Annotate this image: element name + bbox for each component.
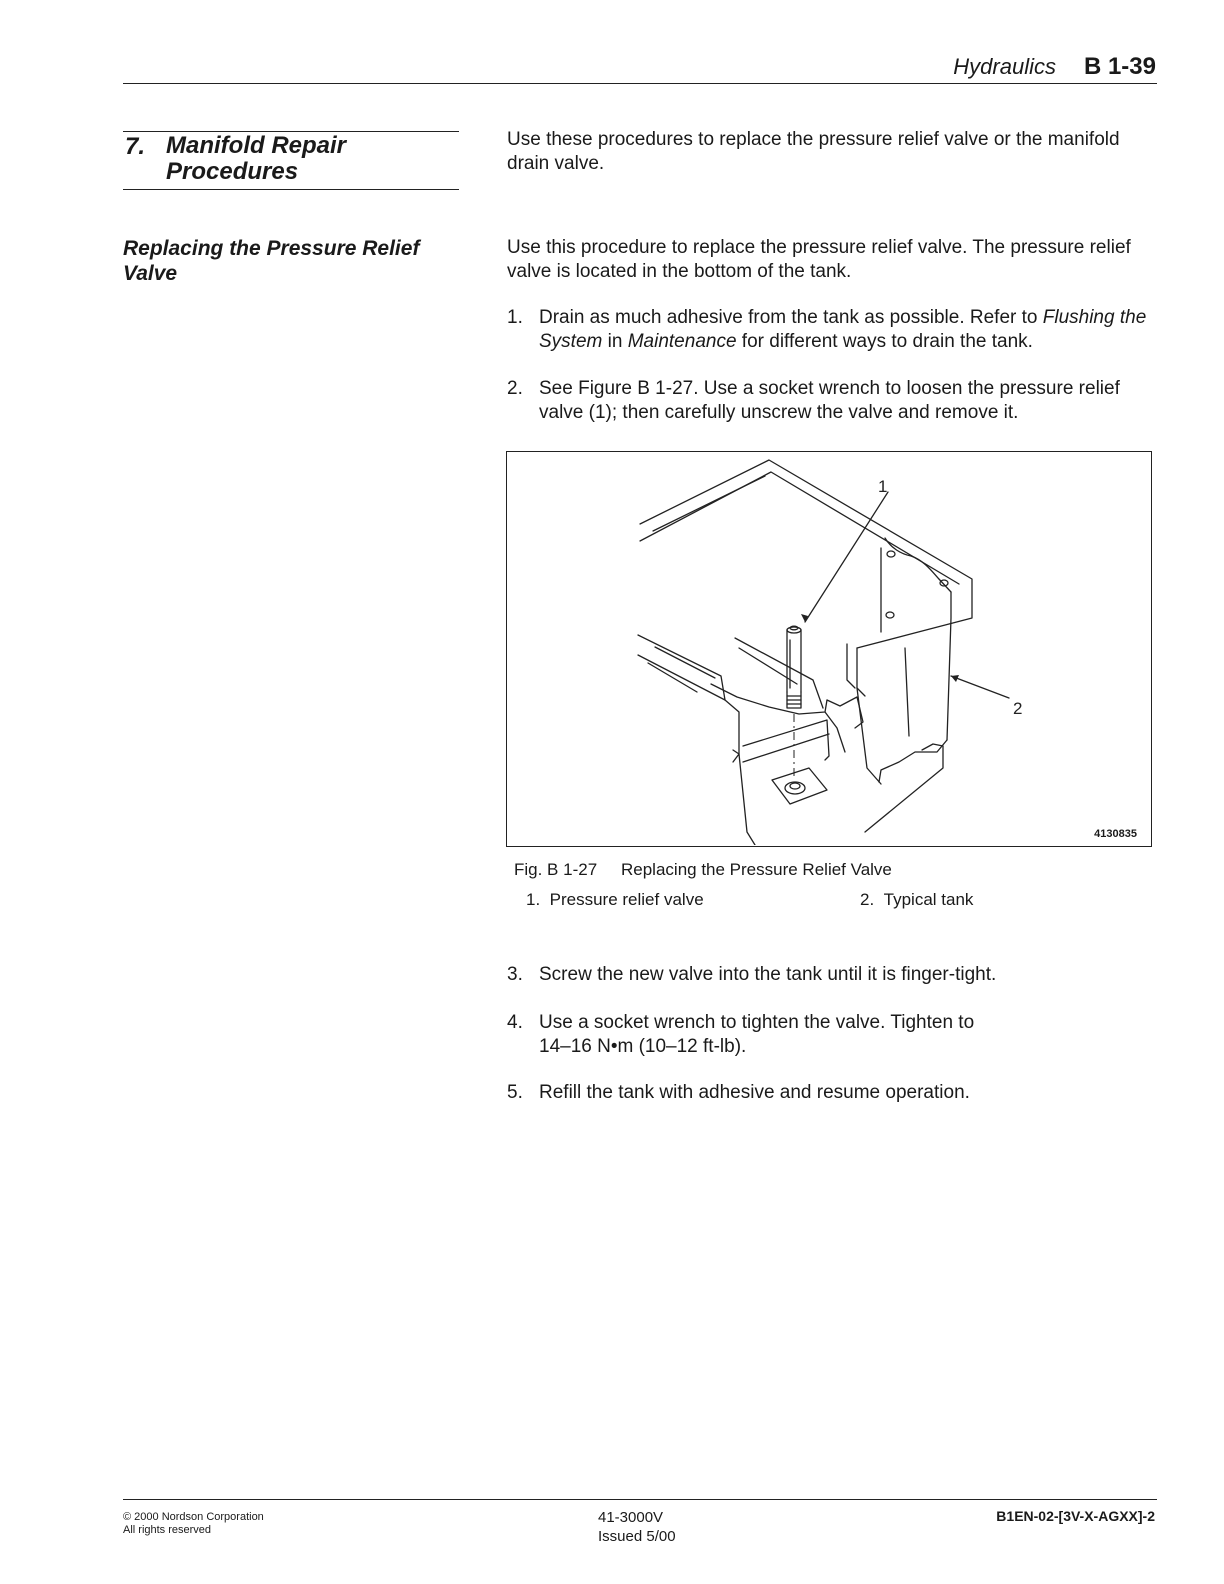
section-number: 7. xyxy=(125,133,146,160)
step-text: Use a socket wrench to tighten the valve. Tighten to 14–16 N•m (10–12 ft-lb). xyxy=(539,1012,975,1057)
step-text: Refill the tank with adhesive and resume operation. xyxy=(539,1082,970,1103)
section-intro: Use these procedures to replace the pressure relief valve or the manifold drain valve. xyxy=(507,129,1120,174)
figure-caption-text: Replacing the Pressure Relief Valve xyxy=(621,860,892,879)
footer-copyright xyxy=(123,1511,264,1537)
callout-1: 1 xyxy=(878,477,888,496)
step-number: 5. xyxy=(507,1082,523,1103)
legend-text: Pressure relief valve xyxy=(549,890,704,909)
step-text: See Figure B 1-27. Use a socket wrench to loosen the pressure relief valve (1); then carefully unscrew the valve and remove it. xyxy=(539,378,1120,423)
figure-caption-label: Fig. B 1-27 xyxy=(514,860,598,879)
step-number: 2. xyxy=(507,378,523,399)
legend-item-1 xyxy=(526,890,704,910)
section-rule-bottom xyxy=(123,189,459,190)
drawing-id: 4130835 xyxy=(1094,828,1137,840)
legend-number: 2. xyxy=(860,890,875,909)
legend-number: 1. xyxy=(526,890,541,909)
legend-item-2 xyxy=(860,890,973,910)
footer-divider xyxy=(123,1499,1157,1500)
reference-flushing: Flushing the System xyxy=(539,307,1147,352)
step-text: Drain as much adhesive from the tank as possible. Refer to Flushing the System in Maintenance for different ways to drain the tank. xyxy=(539,307,1147,352)
subsection-intro: Use this procedure to replace the pressure relief valve. The pressure relief valve is located in the bottom of the tank. xyxy=(507,237,1131,282)
footer-manual xyxy=(598,1508,676,1546)
step-number: 4. xyxy=(507,1012,523,1033)
figure-caption xyxy=(514,860,892,880)
page-number: B 1-39 xyxy=(1083,53,1156,80)
header-divider xyxy=(123,83,1157,84)
copyright-text: © 2000 Nordson Corporation xyxy=(123,1511,264,1523)
tank-valve-illustration xyxy=(507,452,1150,845)
callout-2: 2 xyxy=(1013,699,1023,718)
running-header-title: Hydraulics xyxy=(953,54,1056,79)
step-text: Screw the new valve into the tank until it is finger-tight. xyxy=(539,964,997,985)
step-number: 1. xyxy=(507,307,523,328)
reference-maintenance: Maintenance xyxy=(627,330,737,352)
manual-number: 41-3000V xyxy=(598,1509,664,1526)
rights-text: All rights reserved xyxy=(123,1524,212,1536)
footer-doc-code: B1EN-02-[3V-X-AGXX]-2 xyxy=(996,1508,1155,1524)
section-title: Manifold Repair Procedures xyxy=(166,132,347,185)
step-number: 3. xyxy=(507,964,523,985)
figure-frame xyxy=(506,451,1152,847)
legend-text: Typical tank xyxy=(883,890,974,909)
issue-date: Issued 5/00 xyxy=(598,1528,676,1545)
subsection-title: Replacing the Pressure Relief Valve xyxy=(123,237,420,285)
